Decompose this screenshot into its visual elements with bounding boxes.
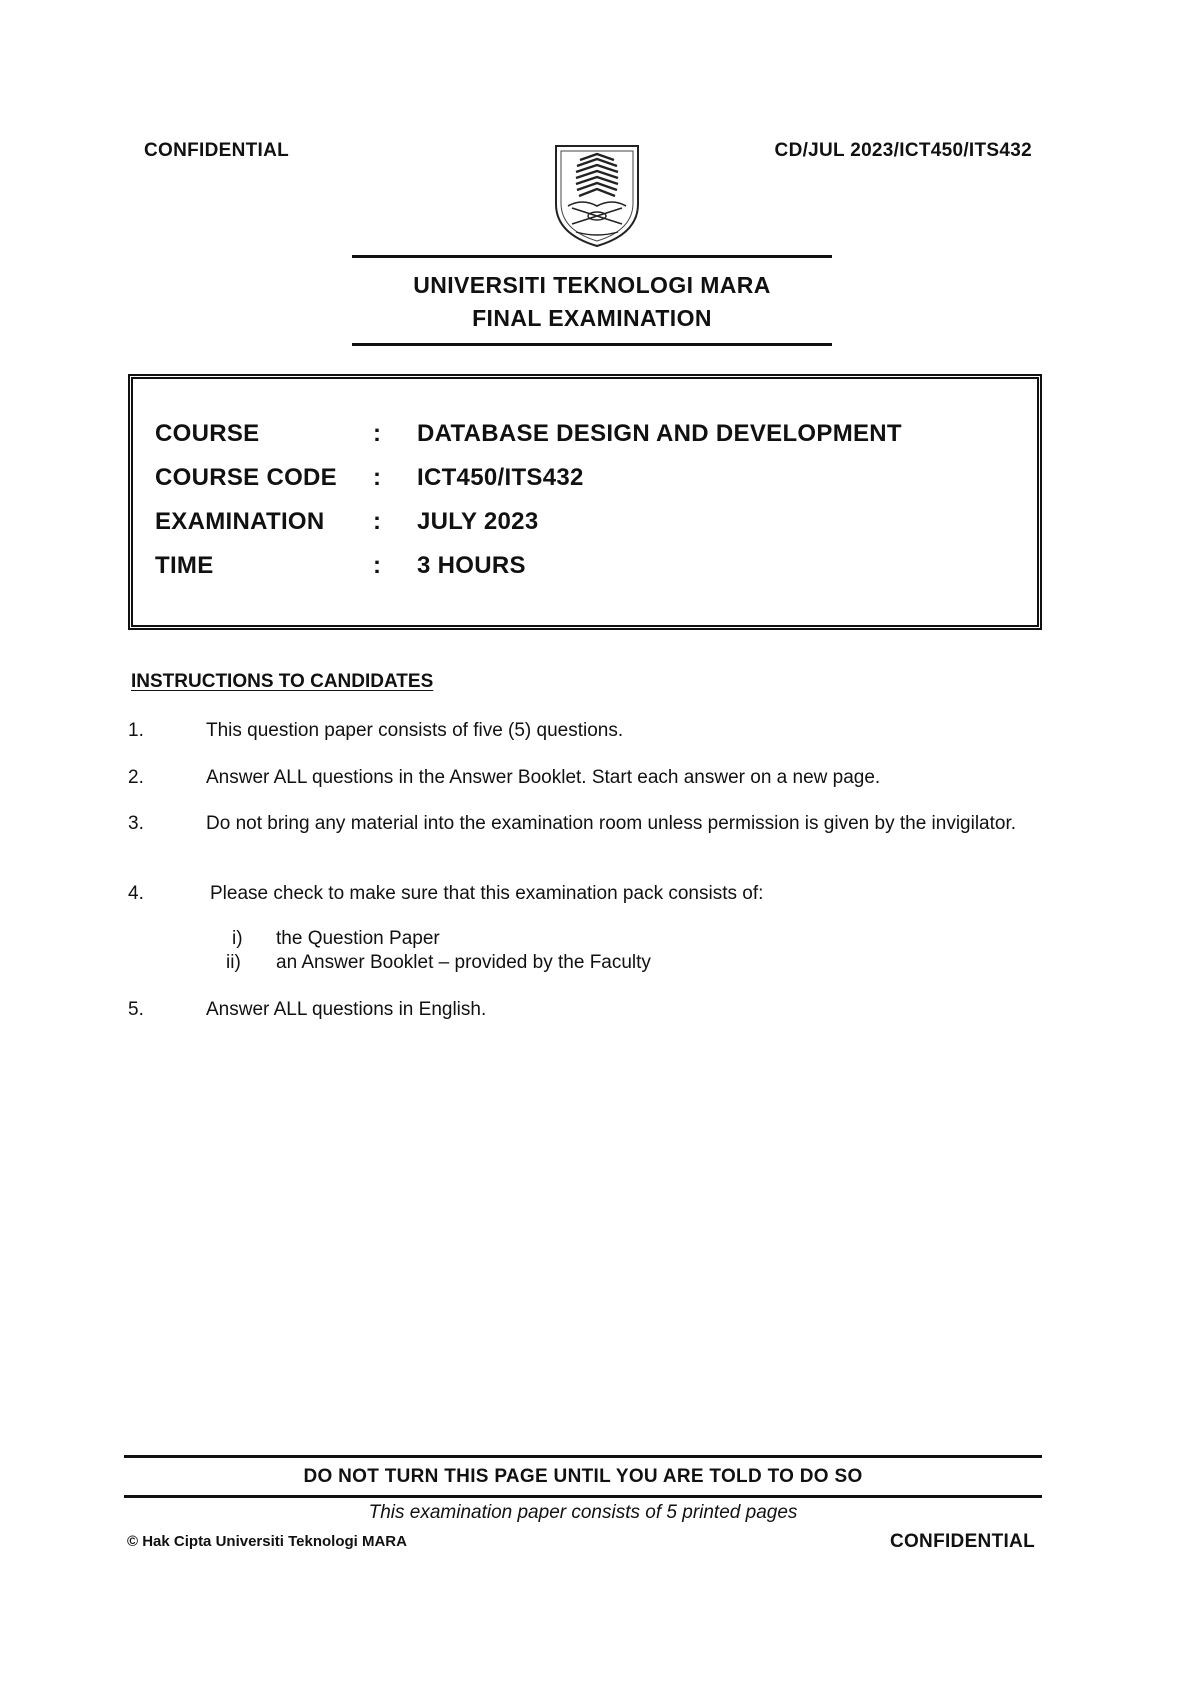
course-info-box (128, 374, 1042, 630)
do-not-turn-notice: DO NOT TURN THIS PAGE UNTIL YOU ARE TOLD TO DO SO (303, 1466, 863, 1487)
instructions-heading: INSTRUCTIONS TO CANDIDATES (131, 671, 434, 692)
info-value: DATABASE DESIGN AND DEVELOPMENT (417, 420, 902, 447)
info-colon: : (373, 552, 382, 579)
copyright-notice: © Hak Cipta Universiti Teknologi MARA (127, 1533, 407, 1550)
info-value: ICT450/ITS432 (417, 464, 584, 491)
header-confidential: CONFIDENTIAL (144, 140, 290, 161)
instruction-text: Answer ALL questions in English. (206, 999, 487, 1020)
instruction-number: 2. (128, 767, 144, 788)
uitm-crest-icon (552, 142, 642, 250)
info-value: JULY 2023 (417, 508, 539, 535)
instruction-text: Answer ALL questions in the Answer Booklet. Start each answer on a new page. (206, 767, 881, 788)
info-label: COURSE CODE (155, 464, 337, 491)
instruction-number: 5. (128, 999, 144, 1020)
info-value: 3 HOURS (417, 552, 526, 579)
page-count-note: This examination paper consists of 5 printed pages (368, 1502, 798, 1523)
instruction-number: 4. (128, 883, 144, 904)
info-colon: : (373, 508, 382, 535)
exam-title: FINAL EXAMINATION (472, 305, 712, 331)
info-label: COURSE (155, 420, 260, 447)
instruction-text: This question paper consists of five (5) questions. (206, 720, 624, 741)
footer-bottom-rule (124, 1495, 1042, 1498)
instruction-number: 3. (128, 813, 144, 834)
footer-top-rule (124, 1455, 1042, 1458)
instruction-text: Please check to make sure that this examination pack consists of: (210, 883, 764, 904)
subitem-text: an Answer Booklet – provided by the Faculty (276, 952, 651, 973)
info-label: TIME (155, 552, 214, 579)
subitem-number: ii) (226, 952, 241, 973)
info-label: EXAMINATION (155, 508, 325, 535)
subitem-text: the Question Paper (276, 928, 440, 949)
title-top-rule (352, 255, 832, 258)
footer-confidential: CONFIDENTIAL (889, 1531, 1035, 1552)
title-bottom-rule (352, 343, 832, 346)
instruction-number: 1. (128, 720, 144, 741)
subitem-number: i) (232, 928, 243, 949)
university-name: UNIVERSITI TEKNOLOGI MARA (413, 272, 771, 298)
info-colon: : (373, 464, 382, 491)
instruction-text: Do not bring any material into the examination room unless permission is given by the invigilator. (206, 813, 1017, 834)
header-paper-code: CD/JUL 2023/ICT450/ITS432 (774, 140, 1032, 161)
info-colon: : (373, 420, 382, 447)
